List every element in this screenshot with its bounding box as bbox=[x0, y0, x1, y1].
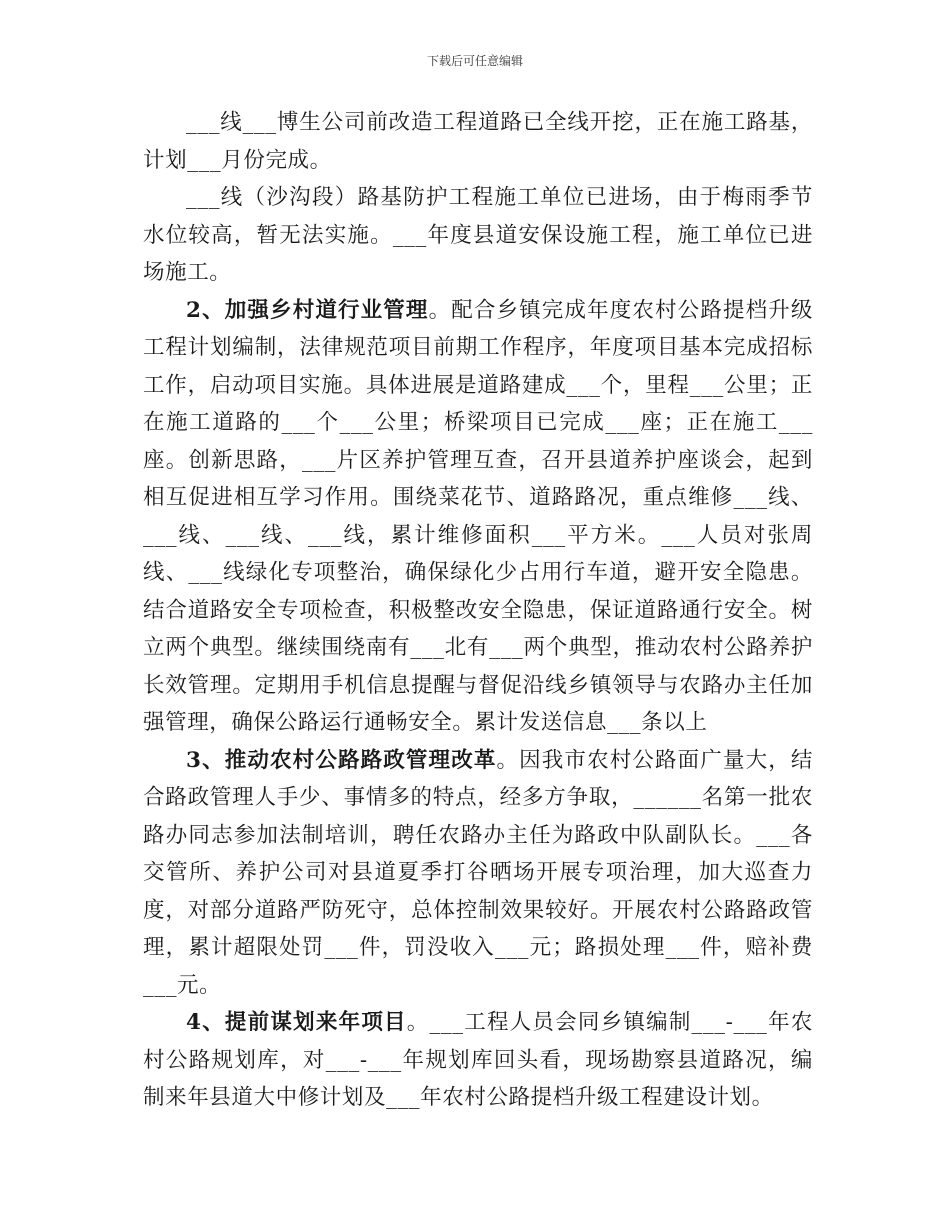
document-body bbox=[143, 104, 813, 1117]
paragraph-4 bbox=[143, 742, 813, 1005]
paragraph-3-text: 。配合乡镇完成年度农村公路提档升级工程计划编制，法律规范项目前期工作程序，年度项目基本完成招标工作，启动项目实施。具体进展是道路建成___个，里程___公里；正在施工道路的___个___公里；桥梁项目已完成___座；正在施工___座。创新思路，___片区养护管理互查，召开县道养护座谈会，起到相互促进相互学习作用。围绕菜花节、道路路况，重点维修___线、___线、___线、___线，累计维修面积___平方米。___人员对张周线、___线绿化专项整治，确保绿化少占用行车道，避开安全隐患。结合道路安全专项检查，积极整改安全隐患，保证道路通行安全。树立两个典型。继续围绕南有___北有___两个典型，推动农村公路养护长效管理。定期用手机信息提醒与督促沿线乡镇领导与农路办主任加强管理，确保公路运行通畅安全。累计发送信息___条以上 bbox=[143, 297, 814, 735]
paragraph-4-heading: 3、推动农村公路路政管理改革 bbox=[186, 747, 497, 773]
page-header: 下载后可任意编辑 bbox=[426, 54, 523, 68]
paragraph-3 bbox=[143, 292, 813, 742]
paragraph-1-text: ___线___博生公司前改造工程道路已全线开挖，正在施工路基，计划___月份完成。 bbox=[143, 110, 813, 173]
paragraph-2-text: ___线（沙沟段）路基防护工程施工单位已进场，由于梅雨季节水位较高，暂无法实施。___年度县道安保设施工程，施工单位已进场施工。 bbox=[143, 185, 813, 285]
paragraph-1 bbox=[143, 104, 813, 179]
paragraph-3-heading: 2、加强乡村道行业管理 bbox=[186, 297, 429, 323]
paragraph-5-text: 。___工程人员会同乡镇编制___-___年农村公路规划库，对___-___年规划库回头看，现场勘察县道路况，编制来年县道大中修计划及___年农村公路提档升级工程建设计划。 bbox=[143, 1010, 813, 1110]
paragraph-4-text: 。因我市农村公路面广量大，结合路政管理人手少、事情多的特点，经多方争取，______名第一批农路办同志参加法制培训，聘任农路办主任为路政中队副队长。___各交管所、养护公司对县道夏季打谷晒场开展专项治理，加大巡查力度，对部分道路严防死守，总体控制效果较好。开展农村公路路政管理，累计超限处罚___件，罚没收入___元；路损处理___件，赔补费___元。 bbox=[143, 747, 813, 998]
paragraph-5 bbox=[143, 1004, 813, 1117]
paragraph-2 bbox=[143, 179, 813, 292]
paragraph-5-heading: 4、提前谋划来年项目 bbox=[186, 1010, 407, 1035]
